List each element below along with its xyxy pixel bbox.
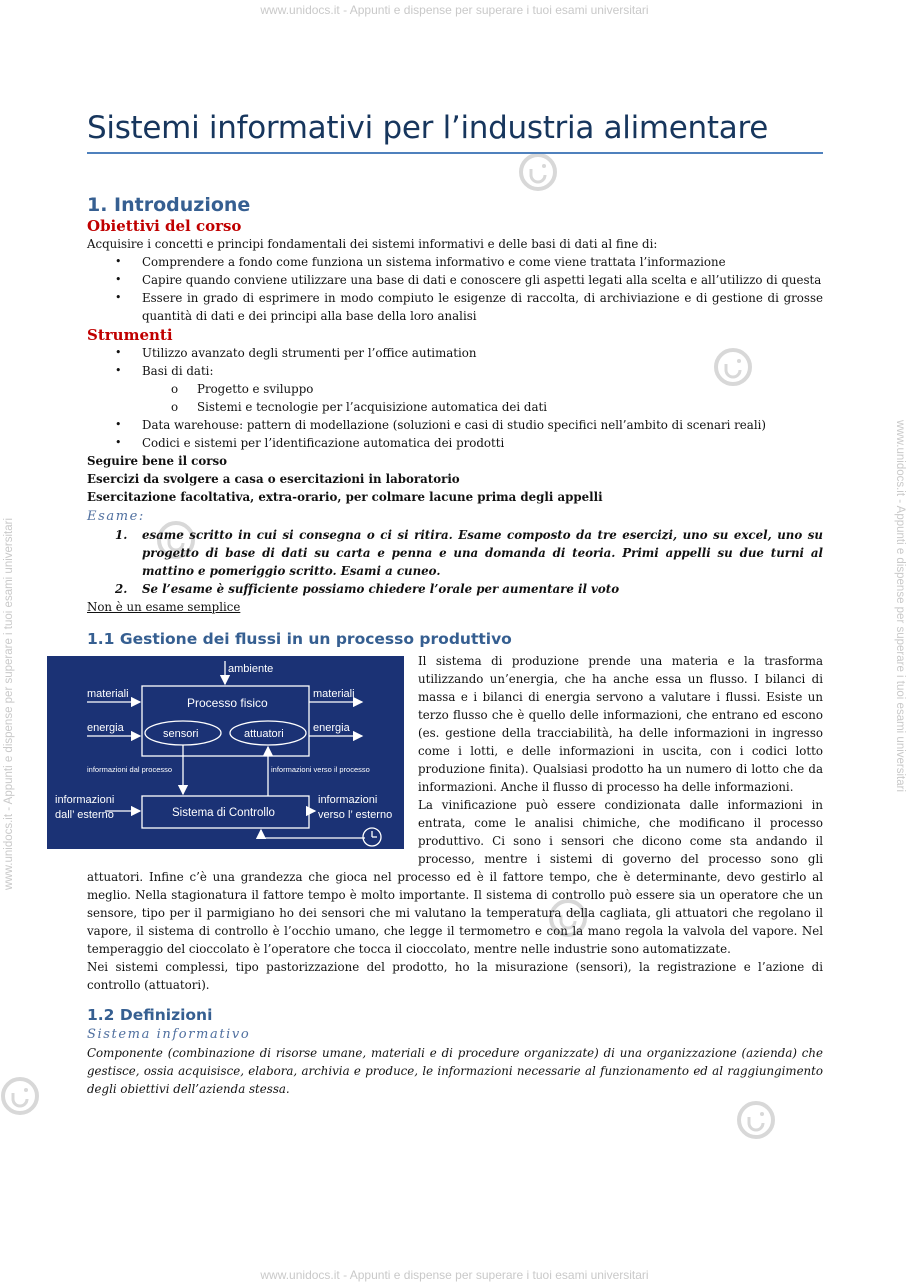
diagram-label-sensori: sensori xyxy=(163,728,199,740)
list-item: • Data warehouse: pattern di modellazione (soluzioni e casi di studio specifici nell’ambito di scenari reali) xyxy=(87,416,823,434)
list-number: 2. xyxy=(115,582,128,596)
paragraph-text: Il sistema di produzione prende una materia e la trasforma utilizzando un’energia, che ha anche essa un flusso. I bilanci di massa e i bilanci di energia servono a valutare i flussi. Esiste un terzo flusso che è quello delle informazioni, che entrano ed escono (es. gestione della tracciabilità, ha delle informazioni in ingresso come i lotti, e delle informazioni in uscita, con i codici lotto produzione finita). Qualsiasi prodotto ha un numero di lotto che da informazioni. Anche il flusso di processo ha delle informazioni. xyxy=(418,654,823,794)
subheading-obiettivi: Obiettivi del corso xyxy=(87,217,242,235)
tools-list xyxy=(87,344,823,452)
diagram-label-ambiente: ambiente xyxy=(228,663,274,675)
list-text: Se l’esame è sufficiente possiamo chiedere l’orale per aumentare il voto xyxy=(142,582,620,596)
watermark-left: www.unidocs.it - Appunti e dispense per superare i tuoi esami universitari xyxy=(3,517,15,890)
watermark-header: www.unidocs.it - Appunti e dispense per superare i tuoi esami universitari xyxy=(260,3,649,17)
bold-line: Esercizi da svolgere a casa o esercitazioni in laboratorio xyxy=(87,472,460,486)
diagram-label-processo: Processo fisico xyxy=(187,696,268,710)
diagram-label-info-dal-processo: informazioni dal processo xyxy=(87,765,173,774)
watermark-footer: www.unidocs.it - Appunti e dispense per superare i tuoi esami universitari xyxy=(260,1268,649,1282)
diagram-label-materiali-in: materiali xyxy=(87,688,129,700)
list-item: • Comprendere a fondo come funziona un sistema informativo e come viene trattata l’informazione xyxy=(87,253,823,271)
subheading-sistema-informativo: Sistema informativo xyxy=(87,1027,251,1042)
list-number: 1. xyxy=(115,528,128,542)
diagram-label-info-verso-processo: informazioni verso il processo xyxy=(271,765,370,774)
subheading-strumenti: Strumenti xyxy=(87,326,173,344)
diagram-label-info-esterno-in-2: dall’ esterno xyxy=(55,809,114,821)
list-item: • Utilizzo avanzato degli strumenti per l’office autimation xyxy=(87,344,823,362)
list-text: esame scritto in cui si consegna o ci si ritira. Esame composto da tre esercizi, uno su excel, uno su progetto di base di dati su carta e penna e una domanda di teoria. Primi appelli su due turni al mattino e pomeriggio scritto. Esami a cuneo. xyxy=(142,528,823,578)
diagram-label-materiali-out: materiali xyxy=(313,688,355,700)
sub-list-item: o Sistemi e tecnologie per l’acquisizione automatica dei dati xyxy=(87,398,823,416)
list-item: • Basi di dati: xyxy=(87,362,823,380)
diagram-label-info-esterno-out-2: verso l’ esterno xyxy=(318,809,393,821)
list-item: • Essere in grado di esprimere in modo compiuto le esigenze di raccolta, di archiviazione e di gestione di grosse quantità di dati e dei principi alla base della loro analisi xyxy=(87,289,823,325)
unidocs-logo-icon xyxy=(0,1076,40,1116)
list-item: • Codici e sistemi per l’identificazione automatica dei prodotti xyxy=(87,434,823,452)
section-heading-definizioni: 1.2 Definizioni xyxy=(87,1006,213,1024)
diagram-label-controllo: Sistema di Controllo xyxy=(172,807,275,819)
bold-line: Esercitazione facoltativa, extra-orario, per colmare lacune prima degli appelli xyxy=(87,490,603,504)
document-title: Sistemi informativi per l’industria alimentare xyxy=(87,110,823,154)
objectives-lead: Acquisire i concetti e principi fondamentali dei sistemi informativi e delle basi di dati al fine di: xyxy=(87,237,658,251)
definition-paragraph: Componente (combinazione di risorse umane, materiali e di procedure organizzate) di una organizzazione (azienda) che gestisce, ossia acquisisce, elabora, archivia e produce, le informazioni necessarie al funzionamento ed al raggiungimento degli obiettivi dell’azienda stessa. xyxy=(87,1046,823,1096)
section-heading-gestione-flussi: 1.1 Gestione dei flussi in un processo produttivo xyxy=(87,630,512,648)
sub-list-item: o Progetto e sviluppo xyxy=(87,380,823,398)
diagram-label-info-esterno-out: informazioni xyxy=(318,794,378,806)
bold-line: Seguire bene il corso xyxy=(87,454,227,468)
paragraph: Nei sistemi complessi, tipo pastorizzazione del prodotto, ho la misurazione (sensori), la registrazione e l’azione di controllo (attuatori). xyxy=(87,960,823,992)
exam-list xyxy=(87,526,823,598)
exam-note: Non è un esame semplice xyxy=(87,600,241,614)
unidocs-logo-icon xyxy=(736,1100,776,1140)
paragraph: La vinificazione può essere condizionata dalle informazioni in entrata, come le analisi chimiche, che modificano il processo produttivo. Ci sono i sensori che dicono come sta andando il processo, mentre i sistemi di governo del processo sono gli attuatori. Infine c’è una grandezza che gioca nel processo ed è il fattore tempo, che è determinante, devo gestirlo al meglio. Nella stagionatura il fattore tempo è molto importante. Il sistema di controllo può essere sia un operatore che un sensore, tipo per il parmigiano ho dei sensori che mi valutano la temperatura della cagliata, gli attuatori che regolano il vapore, il sistema di controllo è l’occhio umano, che legge il termometro e con la mano regola la valvola del vapore. Nel temperaggio del cioccolato è l’operatore che tocca il cioccolato, mentre nelle industrie sono automatizzate. xyxy=(87,798,823,956)
subheading-esame: Esame: xyxy=(87,509,145,524)
diagram-label-info-esterno-in: informazioni xyxy=(55,794,115,806)
document-body xyxy=(55,110,823,1098)
section-heading-introduzione: 1. Introduzione xyxy=(87,194,251,216)
process-diagram xyxy=(47,656,404,849)
objectives-list xyxy=(87,253,823,325)
list-item: • Capire quando conviene utilizzare una base di dati e conoscere gli aspetti legati alla scelta e all’utilizzo di questa xyxy=(87,271,823,289)
diagram-label-energia-out: energia xyxy=(313,722,350,734)
list-item xyxy=(87,526,823,580)
list-item xyxy=(87,580,823,598)
diagram-label-energia-in: energia xyxy=(87,722,124,734)
diagram-label-attuatori: attuatori xyxy=(244,728,284,740)
paragraph xyxy=(55,652,823,821)
watermark-right: www.unidocs.it - Appunti e dispense per superare i tuoi esami universitari xyxy=(894,420,906,793)
